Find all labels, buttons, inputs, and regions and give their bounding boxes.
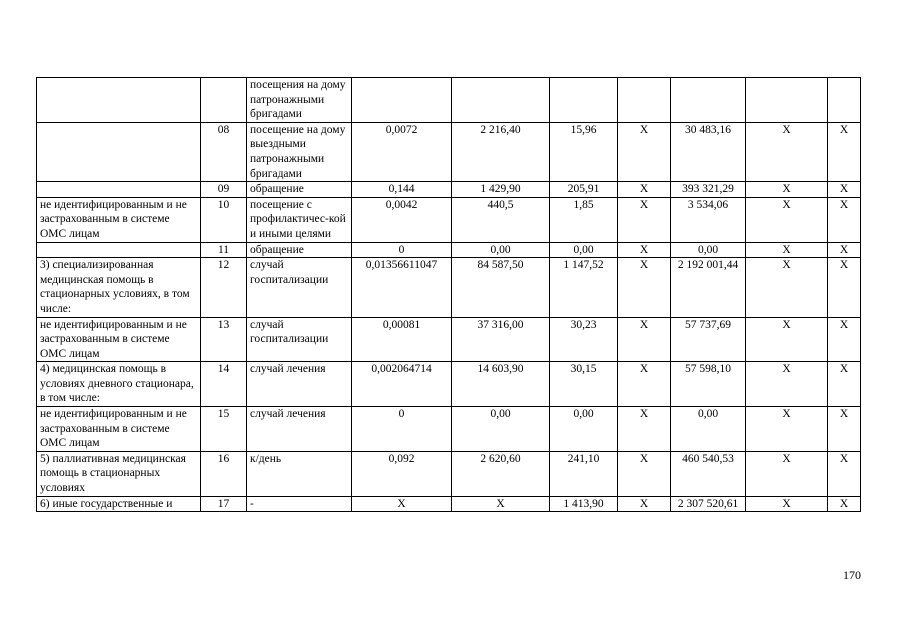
per-capita-cell: 30,23 [550, 317, 618, 362]
x-cell: Х [746, 362, 828, 407]
per-capita-cell [550, 78, 618, 123]
unit-cell: посещение на дому выездными патронажными бригадами [247, 122, 352, 181]
row-name-cell [37, 78, 201, 123]
x-cell: Х [746, 122, 828, 181]
x-cell: Х [828, 362, 861, 407]
cost-cell: 440,5 [452, 197, 550, 242]
row-code-cell: 09 [201, 182, 247, 198]
table-row [37, 182, 861, 198]
table-row [37, 78, 861, 123]
unit-cell: случай лечения [247, 362, 352, 407]
table-row [37, 362, 861, 407]
total-cell: 2 307 520,61 [671, 496, 746, 512]
per-capita-cell: 1 413,90 [550, 496, 618, 512]
cost-cell: 84 587,50 [452, 258, 550, 317]
table-row [37, 496, 861, 512]
x-cell: Х [618, 317, 671, 362]
row-code-cell: 17 [201, 496, 247, 512]
x-cell: Х [618, 258, 671, 317]
x-cell: Х [746, 197, 828, 242]
total-cell: 57 737,69 [671, 317, 746, 362]
norm-cell: 0,0072 [352, 122, 452, 181]
x-cell: Х [618, 407, 671, 452]
x-cell: Х [828, 317, 861, 362]
row-name-cell: 4) медицинская помощь в условиях дневного стационара, в том числе: [37, 362, 201, 407]
per-capita-cell: 15,96 [550, 122, 618, 181]
row-code-cell: 10 [201, 197, 247, 242]
row-name-cell [37, 122, 201, 181]
unit-cell: обращение [247, 182, 352, 198]
total-cell [671, 78, 746, 123]
x-cell [746, 78, 828, 123]
total-cell: 0,00 [671, 242, 746, 258]
x-cell: Х [746, 451, 828, 496]
row-code-cell: 16 [201, 451, 247, 496]
cost-cell: Х [452, 496, 550, 512]
norm-cell: 0,00081 [352, 317, 452, 362]
x-cell: Х [828, 242, 861, 258]
row-name-cell [37, 242, 201, 258]
row-code-cell: 13 [201, 317, 247, 362]
norm-cell: 0,144 [352, 182, 452, 198]
x-cell: Х [746, 407, 828, 452]
table-row [37, 197, 861, 242]
page-number: 170 [843, 568, 861, 582]
table-row [37, 242, 861, 258]
cost-cell [452, 78, 550, 123]
x-cell: Х [618, 197, 671, 242]
x-cell: Х [618, 496, 671, 512]
x-cell: Х [828, 258, 861, 317]
row-name-cell: 5) паллиативная медицинская помощь в стационарных условиях [37, 451, 201, 496]
total-cell: 0,00 [671, 407, 746, 452]
row-name-cell [37, 182, 201, 198]
cost-cell: 1 429,90 [452, 182, 550, 198]
total-cell: 30 483,16 [671, 122, 746, 181]
x-cell: Х [828, 122, 861, 181]
row-code-cell: 15 [201, 407, 247, 452]
x-cell: Х [746, 496, 828, 512]
total-cell: 460 540,53 [671, 451, 746, 496]
table-row [37, 122, 861, 181]
x-cell: Х [746, 242, 828, 258]
norm-cell: 0 [352, 242, 452, 258]
x-cell: Х [618, 362, 671, 407]
row-name-cell: 3) специализированная медицинская помощь в стационарных условиях, в том числе: [37, 258, 201, 317]
unit-cell: - [247, 496, 352, 512]
table-row [37, 451, 861, 496]
norm-cell: 0 [352, 407, 452, 452]
cost-cell: 0,00 [452, 407, 550, 452]
norm-cell: Х [352, 496, 452, 512]
x-cell: Х [828, 197, 861, 242]
row-code-cell: 11 [201, 242, 247, 258]
row-name-cell: не идентифицированным и не застрахованным в системе ОМС лицам [37, 317, 201, 362]
cost-cell: 2 216,40 [452, 122, 550, 181]
cost-cell: 0,00 [452, 242, 550, 258]
per-capita-cell: 30,15 [550, 362, 618, 407]
x-cell: Х [828, 451, 861, 496]
x-cell: Х [828, 496, 861, 512]
unit-cell: обращение [247, 242, 352, 258]
total-cell: 393 321,29 [671, 182, 746, 198]
per-capita-cell: 1,85 [550, 197, 618, 242]
unit-cell: случай лечения [247, 407, 352, 452]
cost-cell: 2 620,60 [452, 451, 550, 496]
norm-cell: 0,002064714 [352, 362, 452, 407]
x-cell: Х [746, 258, 828, 317]
x-cell: Х [618, 122, 671, 181]
x-cell: Х [746, 317, 828, 362]
per-capita-cell: 241,10 [550, 451, 618, 496]
unit-cell: случай госпитализации [247, 258, 352, 317]
table-row [37, 407, 861, 452]
table-row [37, 317, 861, 362]
total-cell: 3 534,06 [671, 197, 746, 242]
norm-cell: 0,092 [352, 451, 452, 496]
unit-cell: посещение с профилактичес-кой и иными целями [247, 197, 352, 242]
row-code-cell [201, 78, 247, 123]
per-capita-cell: 0,00 [550, 407, 618, 452]
total-cell: 57 598,10 [671, 362, 746, 407]
table-row [37, 258, 861, 317]
row-name-cell: 6) иные государственные и [37, 496, 201, 512]
x-cell: Х [828, 182, 861, 198]
per-capita-cell: 0,00 [550, 242, 618, 258]
x-cell: Х [828, 407, 861, 452]
table-body [37, 78, 861, 512]
x-cell [618, 78, 671, 123]
per-capita-cell: 205,91 [550, 182, 618, 198]
row-code-cell: 12 [201, 258, 247, 317]
total-cell: 2 192 001,44 [671, 258, 746, 317]
unit-cell: к/день [247, 451, 352, 496]
cost-cell: 14 603,90 [452, 362, 550, 407]
norm-cell: 0,01356611047 [352, 258, 452, 317]
x-cell: Х [618, 451, 671, 496]
x-cell: Х [746, 182, 828, 198]
per-capita-cell: 1 147,52 [550, 258, 618, 317]
x-cell [828, 78, 861, 123]
row-code-cell: 08 [201, 122, 247, 181]
unit-cell: случай госпитализации [247, 317, 352, 362]
x-cell: Х [618, 242, 671, 258]
unit-cell: посещения на дому патронажными бригадами [247, 78, 352, 123]
budget-table [36, 77, 861, 512]
row-code-cell: 14 [201, 362, 247, 407]
norm-cell [352, 78, 452, 123]
row-name-cell: не идентифицированным и не застрахованным в системе ОМС лицам [37, 197, 201, 242]
norm-cell: 0,0042 [352, 197, 452, 242]
row-name-cell: не идентифицированным и не застрахованным в системе ОМС лицам [37, 407, 201, 452]
cost-cell: 37 316,00 [452, 317, 550, 362]
x-cell: Х [618, 182, 671, 198]
